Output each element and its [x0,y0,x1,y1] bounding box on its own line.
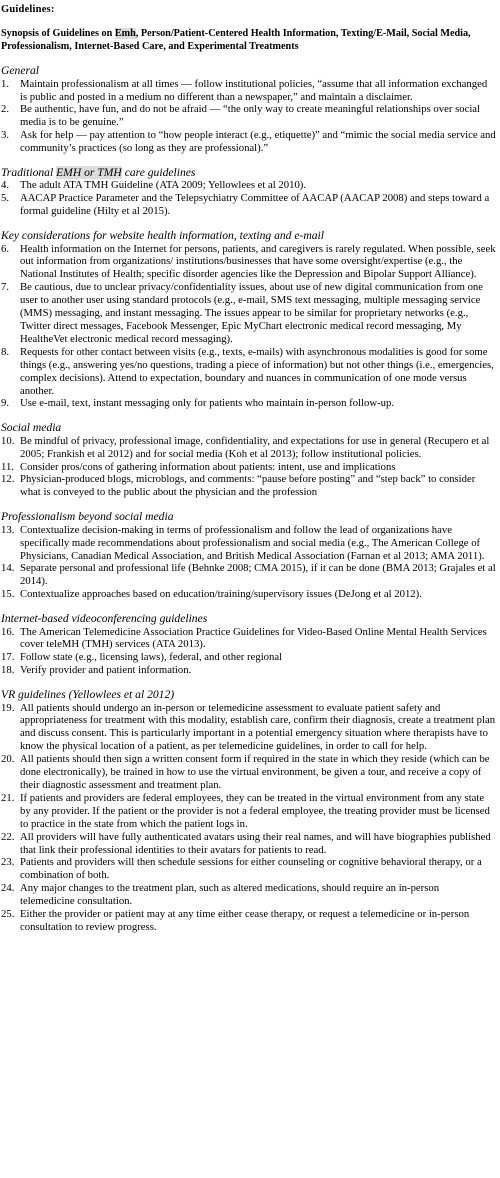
item-number: 19. [1,701,15,714]
item-text: Be cautious, due to unclear privacy/confidentiality issues, about use of new digital communication from one user to another user using standard protocols (e.g., e-mail, SMS text messaging, multiple messaging service (MMS) messaging, and instant messaging. The issues appear to be similar for proprietary networks (e.g., Twitter direct messages, Facebook Messenger, Epic MyChart electronic medical record messaging, My HealtheVet electronic medical record messaging). [20,281,484,345]
section-traditional-care [1,166,496,218]
item-text: Contextualize approaches based on education/training/supervisory issues (DeJong et al 2012). [20,588,422,601]
item-text: Be authentic, have fun, and do not be afraid — “the only way to create meaningful relationships over social media is to be genuine.” [20,103,481,129]
section-title: Internet-based videoconferencing guidelines [1,612,208,626]
item-number: 14. [1,562,15,575]
item-number: 1. [1,77,10,90]
section-key-considerations [1,229,496,410]
item-text: All patients should then sign a written consent form if required in the state in which they reside (which can be done electronically), be trained in how to use the virtual environment, be given a tour, and receive a copy of their diagnostic assessment and treatment plan. [20,753,490,791]
item-text: All patients should undergo an in-person or telemedicine assessment to evaluate patient safety and appropriateness for treatment with this modality, establish care, confirm their diagnosis, create a treatment plan and discuss consent. This is particularly important in a potential emergency situation where therapists have to know the physical location of a patient, as per telemedicine guidelines, in order to call for help. [20,701,496,753]
item-number: 13. [1,523,15,536]
item-text: Any major changes to the treatment plan, such as altered medications, should require an in-person telemedicine consultation. [20,882,440,908]
list-item [1,856,496,882]
list-item [1,908,496,934]
list-item [1,103,496,129]
guideline-list [1,626,496,678]
section-title-part: care guidelines [121,166,196,180]
guideline-list [1,435,496,500]
item-text: Requests for other contact between visits (e.g., texts, e-mails) with asynchronous modalities is good for some things (e.g., answering yes/no questions, trading a piece of information) but not other things (i.e., emergencies, complex decisions). Attend to expectation, boundary and nuances in communication of one mode versus another. [20,345,494,397]
section-vr-guidelines [1,688,496,934]
title-highlight: Emh [114,28,136,39]
list-item [1,281,496,346]
guideline-list [1,179,496,218]
item-number: 17. [1,651,15,664]
item-number: 24. [1,882,15,895]
item-text: Health information on the Internet for persons, patients, and caregivers is rarely regulated. When possible, seek out information from organizations/ institutions/businesses that have some oversight/expertise (e.g., the National Institutes of Health; specific disorder agencies like the Depression and Bipolar Support Alliance). [20,242,496,281]
list-item [1,435,496,461]
list-item [1,664,496,677]
item-text: Consider pros/cons of gathering information about patients: intent, use and implications [20,460,396,473]
list-item [1,461,496,474]
section-title: Professionalism beyond social media [1,510,174,524]
section-title-part: Traditional [1,166,57,180]
item-number: 16. [1,625,15,638]
item-number: 2. [1,103,10,116]
item-number: 23. [1,856,15,869]
item-text: Maintain professionalism at all times — follow institutional policies, “assume that all information exchanged is public and posted in a medium no different than a newspaper,” and maintain a disclaimer. [20,77,488,103]
item-number: 18. [1,664,15,677]
list-item [1,346,496,398]
item-text: Patients and providers will then schedule sessions for either counseling or cognitive behavioral therapy, or a combination of both. [20,856,482,882]
list-item [1,524,496,563]
section-general [1,64,496,155]
item-number: 25. [1,908,15,921]
title-part: , Person/Patient-Centered Health Information, Texting/E-Mail, Social Media, Professionalism, Internet-Based Care, and Experimental Treatments [1,28,471,52]
list-item [1,792,496,831]
item-number: 10. [1,434,15,447]
document-title [1,28,496,53]
item-text: Follow state (e.g., licensing laws), federal, and other regional [20,651,283,664]
section-title-highlight: EMH or TMH [56,166,122,180]
item-number: 9. [1,397,10,410]
list-item [1,192,496,218]
list-item [1,397,496,410]
item-number: 6. [1,242,10,255]
list-item [1,882,496,908]
section-videoconferencing [1,612,496,677]
list-item [1,473,496,499]
section-professionalism [1,510,496,601]
item-text: The adult ATA TMH Guideline (ATA 2009; Yellowlees et al 2010). [20,179,307,192]
item-text: Be mindful of privacy, professional image, confidentiality, and expectations for use in general (Recupero et al 2005; Frankish et al 2012) and for social media (Koh et al 2013); follow institutional policies. [20,434,490,460]
item-text: All providers will have fully authenticated avatars using their real names, and will have biographies published that link their professional identities to their avatars for patients to read. [20,830,491,856]
item-text: Separate personal and professional life (Behnke 2008; CMA 2015), if it can be done (BMA 2013; Grajales et al 2014). [20,562,496,588]
section-title: Social media [1,421,62,435]
item-text: Ask for help — pay attention to “how people interact (e.g., etiquette)” and “mimic the social media service and community’s practices (so long as they are professional).” [20,129,496,155]
list-item [1,651,496,664]
guidelines-label: Guidelines: [1,4,55,15]
item-number: 22. [1,830,15,843]
item-text: Physician-produced blogs, microblogs, and comments: “pause before posting” and “step back” to consider what is conveyed to the public about the physician and the profession [20,473,476,499]
item-text: Verify provider and patient information. [20,664,192,677]
guideline-list [1,702,496,934]
item-text: Contextualize decision-making in terms of professionalism and follow the lead of organizations have specifically made recommendations about professionalism and social media (e.g., The American College of Physicians, Canadian Medical Association, and British Medical Association (Farnan et al 2013; AMA 2011). [20,523,485,562]
list-item [1,129,496,155]
item-number: 4. [1,179,10,192]
item-number: 5. [1,192,10,205]
item-number: 7. [1,281,10,294]
item-text: Either the provider or patient may at any time either cease therapy, or request a telemedicine or in-person consultation to review progress. [20,908,470,933]
item-number: 15. [1,588,15,601]
section-title: Key considerations for website health information, texting and e-mail [1,229,324,243]
guideline-list [1,524,496,601]
guideline-list [1,243,496,411]
list-item [1,179,496,192]
item-text: The American Telemedicine Association Practice Guidelines for Video-Based Online Mental Health Services cover teleMH (TMH) services (ATA 2013). [20,625,487,651]
section-title [1,166,496,179]
item-number: 12. [1,473,15,486]
list-item [1,243,496,282]
list-item [1,626,496,652]
item-number: 11. [1,460,14,473]
section-social-media [1,421,496,499]
item-text: Use e-mail, text, instant messaging only for patients who maintain in-person follow-up. [20,397,394,410]
section-title: VR guidelines (Yellowlees et al 2012) [1,688,175,702]
list-item [1,702,496,754]
title-part: Synopsis of Guidelines on [1,28,115,39]
list-item [1,831,496,857]
item-number: 8. [1,345,10,358]
guideline-list [1,78,496,155]
item-number: 20. [1,753,15,766]
list-item [1,753,496,792]
section-title: General [1,64,39,78]
item-text: If patients and providers are federal employees, they can be treated in the virtual environment from any state by any provider. If the patient or the provider is not a federal employee, the treating provider must be licensed to practice in the state from which the patient logs in. [20,791,490,830]
item-text: AACAP Practice Parameter and the Telepsychiatry Committee of AACAP (AACAP 2008) and steps toward a formal guideline (Hilty et al 2015). [20,192,490,218]
item-number: 3. [1,129,10,142]
list-item [1,588,496,601]
item-number: 21. [1,791,15,804]
list-item [1,562,496,588]
list-item [1,78,496,104]
